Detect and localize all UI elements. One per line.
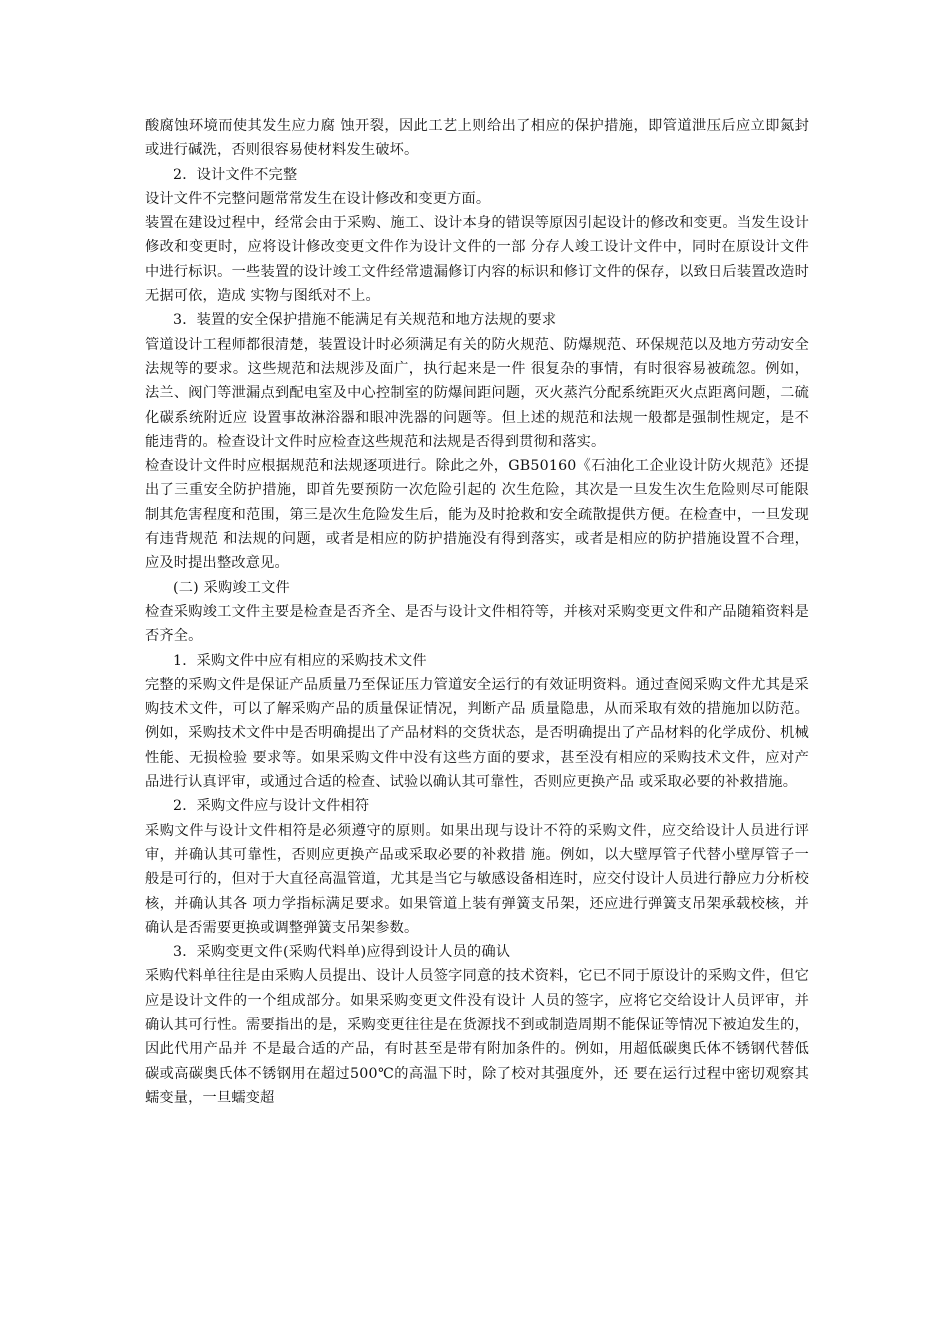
paragraph-1: 酸腐蚀环境而使其发生应力腐 蚀开裂，因此工艺上则给出了相应的保护措施，即管道泄压后应立即氮封或进行碱洗，否则很容易使材料发生破坏。 xyxy=(145,118,809,159)
heading-design-incomplete: 2．设计文件不完整 xyxy=(173,166,298,183)
paragraph-9: 采购代料单往往是由采购人员提出、设计人员签字同意的技术资料，它已不同于原设计的采购文件，但它应是设计文件的一个组成部分。如果采购变更文件没有设计 人员的签字，应将它交给设计人员评审，并确认其可行性。需要指出的是，采购变更往往是在货源找不到或制造周期不能保证等情况下被迫发生的，因此代用产品并 不是最合适的产品，有时甚至是带有附加条件的。例如，用超低碳奥氏体不锈钢代替低碳或高碳奥氏体不锈钢用在超过500℃的高温下时，除了校对其强度外，还 要在运行过程中密切观察其蠕变量，一旦蠕变超 xyxy=(145,968,809,1106)
paragraph-7: 完整的采购文件是保证产品质量乃至保证压力管道安全运行的有效证明资料。通过查阅采购文件尤其是采购技术文件，可以了解采购产品的质量保证情况，判断产品 质量隐患，从而采取有效的措施加以防范。例如，采购技术文件中是否明确提出了产品材料的交货状态，是否明确提出了产品材料的化学成份、机械性能、无损检验 要求等。如果采购文件中没有这些方面的要求，甚至没有相应的采购技术文件，应对产品进行认真评审，或通过合适的检查、试验以确认其可靠性，否则应更换产品 或采取必要的补救措施。 xyxy=(145,676,809,791)
heading-procurement-change: 3．采购变更文件(采购代料单)应得到设计人员的确认 xyxy=(173,944,511,961)
heading-safety-measures: 3．装置的安全保护措施不能满足有关规范和地方法规的要求 xyxy=(173,312,557,329)
document-body xyxy=(145,114,809,1110)
paragraph-2: 设计文件不完整问题常常发生在设计修改和变更方面。 xyxy=(145,190,491,207)
heading-procurement-docs: (二) 采购竣工文件 xyxy=(173,579,290,596)
paragraph-3: 装置在建设过程中，经常会由于采购、施工、设计本身的错误等原因引起设计的修改和变更。当发生设计修改和变更时，应将设计修改变更文件作为设计文件的一部 分存人竣工设计文件中，同时在原设计文件中进行标识。一些装置的设计竣工文件经常遗漏修订内容的标识和修订文件的保存，以致日后装置改造时无据可依，造成 实物与图纸对不上。 xyxy=(145,215,809,305)
paragraph-8: 采购文件与设计文件相符是必须遵守的原则。如果出现与设计不符的采购文件，应交给设计人员进行评审，并确认其可靠性，否则应更换产品或采取必要的补救措 施。例如，以大壁厚管子代替小壁厚管子一般是可行的，但对于大直径高温管道，尤其是当它与敏感设备相连时，应交付设计人员进行静应力分析校核，并确认其各 项力学指标满足要求。如果管道上装有弹簧支吊架，还应进行弹簧支吊架承载校核，并确认是否需要更换或调整弹簧支吊架参数。 xyxy=(145,822,809,936)
paragraph-6: 检查采购竣工文件主要是检查是否齐全、是否与设计文件相符等，并核对采购变更文件和产品随箱资料是否齐全。 xyxy=(145,603,809,645)
paragraph-4: 管道设计工程师都很清楚，装置设计时必须满足有关的防火规范、防爆规范、环保规范以及地方劳动安全法规等的要求。这些规范和法规涉及面广，执行起来是一件 很复杂的事情，有时很容易被疏忽。例如，法兰、阀门等泄漏点到配电室及中心控制室的防爆间距问题，灭火蒸汽分配系统距灭火点距离问题，二硫化碳系统附近应 设置事故淋浴器和眼冲洗器的问题等。但上述的规范和法规一般都是强制性规定，是不能违背的。检查设计文件时应检查这些规范和法规是否得到贯彻和落实。 xyxy=(145,336,809,450)
heading-procurement-technical: 1．采购文件中应有相应的采购技术文件 xyxy=(173,652,427,669)
heading-procurement-match: 2．采购文件应与设计文件相符 xyxy=(173,798,370,815)
paragraph-5: 检查设计文件时应根据规范和法规逐项进行。除此之外，GB50160《石油化工企业设计防火规范》还提出了三重安全防护措施，即首先要预防一次危险引起的 次生危险，其次是一旦发生次生危险则尽可能限制其危害程度和范围，第三是次生危险发生后，能为及时抢救和安全疏散提供方便。在检查中，一旦发现有违背规范 和法规的问题，或者是相应的防护措施没有得到落实，或者是相应的防护措施设置不合理，应及时提出整改意见。 xyxy=(145,458,809,572)
